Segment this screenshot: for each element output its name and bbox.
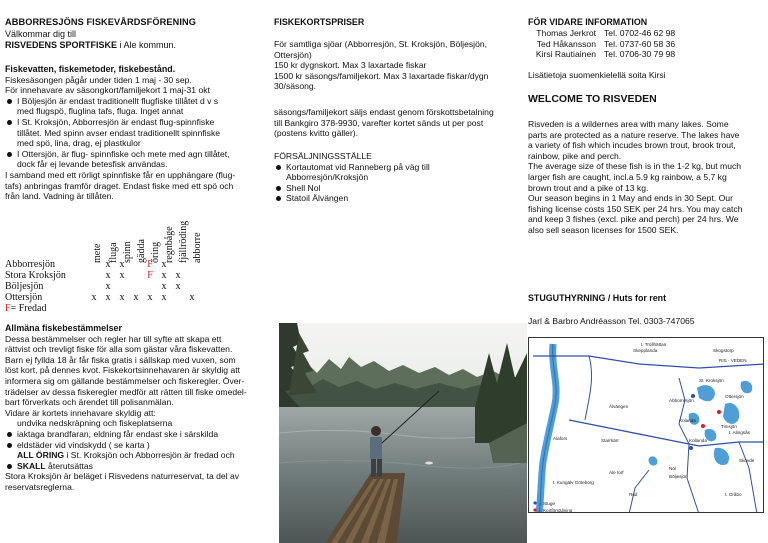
- col-header-spinn: spinn: [122, 241, 133, 263]
- prepayment-line: (postens kvitto gäller).: [274, 128, 359, 139]
- table-cell: x: [105, 292, 111, 303]
- table-cell: F: [147, 259, 153, 270]
- contact-name: Kirsi Rautiainen: [535, 49, 596, 60]
- map-label: Rud: [629, 492, 638, 497]
- map-legend-cabin: = Stuge: [539, 501, 555, 506]
- prepayment-line: säsongs/familjekort säljs endast genom förskottsbetalning: [274, 107, 494, 117]
- rules-line: trädelser av dessa fiskeregler medför att rätten till fiske omedel-: [5, 386, 247, 397]
- prices-line: För samtliga sjöar (Abborresjön, St. Kroksjön, Böljesjön,: [274, 39, 488, 49]
- season-ticket-price: 1500 kr säsongs/familjekort. Max 3 laxartade fiskar/dygn: [274, 70, 489, 81]
- rules-line: Barn ej fyllda 18 år får fiska gratis i sällskap med vuxen, som: [5, 354, 236, 365]
- col-header-fluga: fluga: [108, 242, 119, 263]
- table-cell: x: [133, 292, 139, 303]
- rules-line: rättvist och trevligt fiske för alla som gästar våra fiskevatten.: [5, 344, 233, 355]
- sales-point-statoil: Statoil Älvängen: [274, 193, 510, 204]
- map-label: Älvängen: [609, 404, 629, 409]
- table-cell: x: [161, 281, 167, 292]
- rules-line: Vidare är kortets innehavare skyldig att:: [5, 407, 156, 418]
- map-label: t. Gråbo: [725, 492, 742, 497]
- contact-row: [528, 49, 764, 60]
- welcome-text: Välkommar dig till: [5, 29, 77, 39]
- rules-bullet-fireplaces: eldstäder vid vindskydd ( se karta ): [5, 440, 261, 451]
- map-drawing: [529, 338, 764, 513]
- season-text: Fiskesäsongen pågår under tiden 1 maj - 30 sep.: [5, 74, 192, 85]
- sportfiske-line: [5, 40, 176, 51]
- prepayment-line: till Bankgiro 378-9930, varefter kortet sänds ut per post: [274, 117, 484, 128]
- map-label: St. Kroksjön: [699, 378, 724, 383]
- sales-heading: FÖRSÄLJNINGSSTÄLLE: [274, 151, 372, 161]
- column-info: [528, 0, 764, 543]
- contact-phone: Tel. 0702-46 62 98: [604, 28, 676, 38]
- combined-rule-3: från land. Vadning är tillåten.: [5, 191, 114, 202]
- col-header-oring: öring: [150, 241, 161, 263]
- fishing-methods-section: [5, 64, 261, 202]
- table-cell: x: [119, 259, 125, 270]
- rules-release: SKALL återutsättas: [5, 461, 261, 472]
- table-cell: x: [161, 259, 167, 270]
- map-label: Kollanda: [689, 438, 707, 443]
- contact-phone: Tel. 0706-30 79 98: [604, 49, 676, 60]
- table-cell: x: [161, 270, 167, 281]
- fisherman-photo: [279, 323, 527, 543]
- contact-row: [528, 39, 764, 50]
- prices-line: Ottersjön): [274, 49, 312, 60]
- col-header-abborre: abborre: [192, 232, 203, 263]
- lake-fish-table: [5, 196, 235, 318]
- season-exception: För innehavare av säsongkort/familjekort 1 maj-31 okt: [5, 85, 210, 96]
- rules-line: löst kort, på dennes kvot. Fiskekortsinnehavaren är skyldig att: [5, 365, 241, 376]
- combined-rule-1: I samband med ett rörligt spinnfiske får en upphängare (flug-: [5, 169, 236, 180]
- map-label: t. Kungälv Göteborg: [553, 480, 594, 485]
- contact-name: Ted Håkansson: [536, 38, 596, 49]
- legend-text: = Fredad: [10, 303, 47, 314]
- rule-kroksjon: I St. Kroksjön, Abborresjön är endast flug-spinnfiske tillåtet. Med spinn avser endast traditionellt spinnfiske med spö, lina, drag, ej plastkulor: [5, 117, 261, 149]
- table-cell: x: [91, 292, 97, 303]
- map-label: t. Trollhättan: [641, 342, 667, 347]
- col-header-gadda: gädda: [136, 239, 147, 263]
- table-cell: x: [119, 270, 125, 281]
- table-cell: x: [175, 270, 181, 281]
- rules-line: Stora Kroksjön är beläget i Risvedens naturreservat, ta del av: [5, 471, 240, 482]
- map-label: Kolanda: [679, 418, 696, 423]
- legend-symbol: F: [5, 303, 11, 314]
- municipality-text: i Ale kommun.: [117, 40, 177, 50]
- map-label: Skepplanda: [633, 348, 658, 353]
- club-title: ABBORRESJÖNS FISKEVÅRDSFÖRENING: [5, 17, 196, 27]
- prepayment-section: [274, 107, 510, 139]
- contact-name: Thomas Jerkrot: [536, 28, 596, 38]
- map-label: Skövde: [739, 458, 755, 463]
- table-cell: x: [161, 292, 167, 303]
- table-cell: x: [147, 292, 153, 303]
- row-label-ottersjon: Ottersjön: [5, 292, 43, 303]
- info-heading: FÖR VIDARE INFORMATION: [528, 17, 648, 27]
- table-cell: x: [189, 292, 195, 303]
- rule-ottersjon: I Ottersjön, är flug- spinnfiske och mete med agn tillåtet, dock får ej levande betesfisk användas.: [5, 149, 261, 170]
- fishing-methods-heading: Fiskevatten, fiskemetoder, fiskebestånd.: [5, 64, 176, 74]
- row-label-boljesjon: Böljesjön: [5, 281, 44, 292]
- map-label: Böljesjön: [669, 474, 688, 479]
- welcome-text-en: Risveden is a wildernes area with many lakes. Some parts are protected as a nature reserve. The lakes have a variety of fish which incudes brown trout, brook trout, rainbow, pike and perch. The average size of these fish is in the 1-2 kg, but much larger fish are caught, incl.a 5.9 kg rainbow, a 5,7 kg brown trout and a pike of 13 kg. Our season begins in 1 May and ends in 30 Sept. Our fishing license costs 150 SEK per 24 hrs. You may catch and keep 3 fishes (excl. pike and perch) per 24 hrs. We also sell season licenses for 1500 SEK.: [528, 119, 743, 235]
- rules-line: informera sig om gällande bestämmelser och fiskeregler. Över-: [5, 375, 245, 386]
- rules-trout: ALL ÖRING i St. Kroksjön och Abborresjön är fredad och: [17, 450, 235, 461]
- general-rules-section: [5, 323, 261, 493]
- rules-line: reservatsreglerna.: [5, 481, 75, 492]
- table-cell: x: [105, 259, 111, 270]
- map-label: Abborresjön: [669, 398, 694, 403]
- sales-point-ranneberg: Kortautomat vid Ranneberg på väg till Abborresjön/Kroksjön: [274, 162, 510, 183]
- contact-row: [528, 28, 764, 39]
- sportfiske-name: RISVEDENS SPORTFISKE: [5, 40, 118, 50]
- table-cell: x: [105, 270, 111, 281]
- table-legend: [5, 303, 46, 314]
- combined-rule-2: tafs) anbringas framför draget. Endast fiske med ett spö och: [5, 180, 234, 191]
- map-label: Ottersjön: [725, 394, 744, 399]
- table-cell: x: [105, 281, 111, 292]
- rules-line: bart förverkats och ärendet till polisanmälan.: [5, 397, 174, 408]
- rules-line: undvika nedskräpning och fiskeplatserna: [17, 418, 173, 429]
- rules-line: Dessa bestämmelser och regler har till syfte att skapa ett: [5, 333, 222, 344]
- prices-line: 30/säsong.: [274, 81, 317, 92]
- row-label-abborresjon: Abborresjön: [5, 259, 55, 270]
- cabin-contact: Jarl & Barbro Andréasson Tel. 0303-747065: [528, 316, 695, 326]
- day-ticket-price: 150 kr dygnskort. Max 3 laxartade fiskar: [274, 60, 427, 71]
- finnish-info: Lisätietoja suomenkielellä soita Kirsi: [528, 70, 666, 80]
- map-label: Timsjön: [721, 424, 737, 429]
- welcome-heading: WELCOME TO RISVEDEN: [528, 93, 657, 105]
- sales-section: [274, 151, 510, 204]
- col-header-fjallroding: fjällröding: [178, 220, 189, 263]
- col-header-regnbage: regnbåge: [164, 226, 175, 263]
- map-label: Skogstorp: [713, 348, 734, 353]
- table-cell: F: [147, 270, 153, 281]
- map-label: RIS - VEDEN: [719, 358, 747, 363]
- column-rules: [5, 0, 261, 543]
- rules-bullet-fire: iaktaga brandfaran, eldning får endast ske i särskilda: [5, 429, 261, 440]
- general-rules-heading: Allmäna fiskebestämmelser: [5, 323, 122, 333]
- map-label: Starrkärr: [601, 438, 619, 443]
- table-cell: x: [175, 281, 181, 292]
- map-label: Nol: [669, 466, 676, 471]
- cabin-heading: STUGUTHYRNING / Huts for rent: [528, 293, 667, 303]
- map-label: Ale torf: [609, 470, 624, 475]
- column-prices: [268, 0, 511, 543]
- prices-heading: FISKEKORTSPRISER: [274, 17, 365, 27]
- map-label: t. Alingsås: [729, 430, 750, 435]
- sales-point-shell: Shell Nol: [274, 183, 510, 194]
- contact-list: [528, 28, 764, 60]
- map-legend-sales: = Kortförsäljning: [539, 508, 573, 513]
- table-cell: x: [119, 292, 125, 303]
- rule-boljesjon: I Böljesjön är endast traditionellt flugfiske tillåtet d v s med flugspö, fluglina tafs, fluga. Inget annat: [5, 96, 261, 117]
- area-map: [528, 337, 764, 513]
- col-header-mete: mete: [92, 243, 103, 263]
- map-label: Alafors: [553, 436, 568, 441]
- contact-phone: Tel. 0737-60 58 36: [604, 38, 676, 49]
- prices-section: [274, 39, 510, 92]
- row-label-stora-kroksjon: Stora Kroksjön: [5, 270, 66, 281]
